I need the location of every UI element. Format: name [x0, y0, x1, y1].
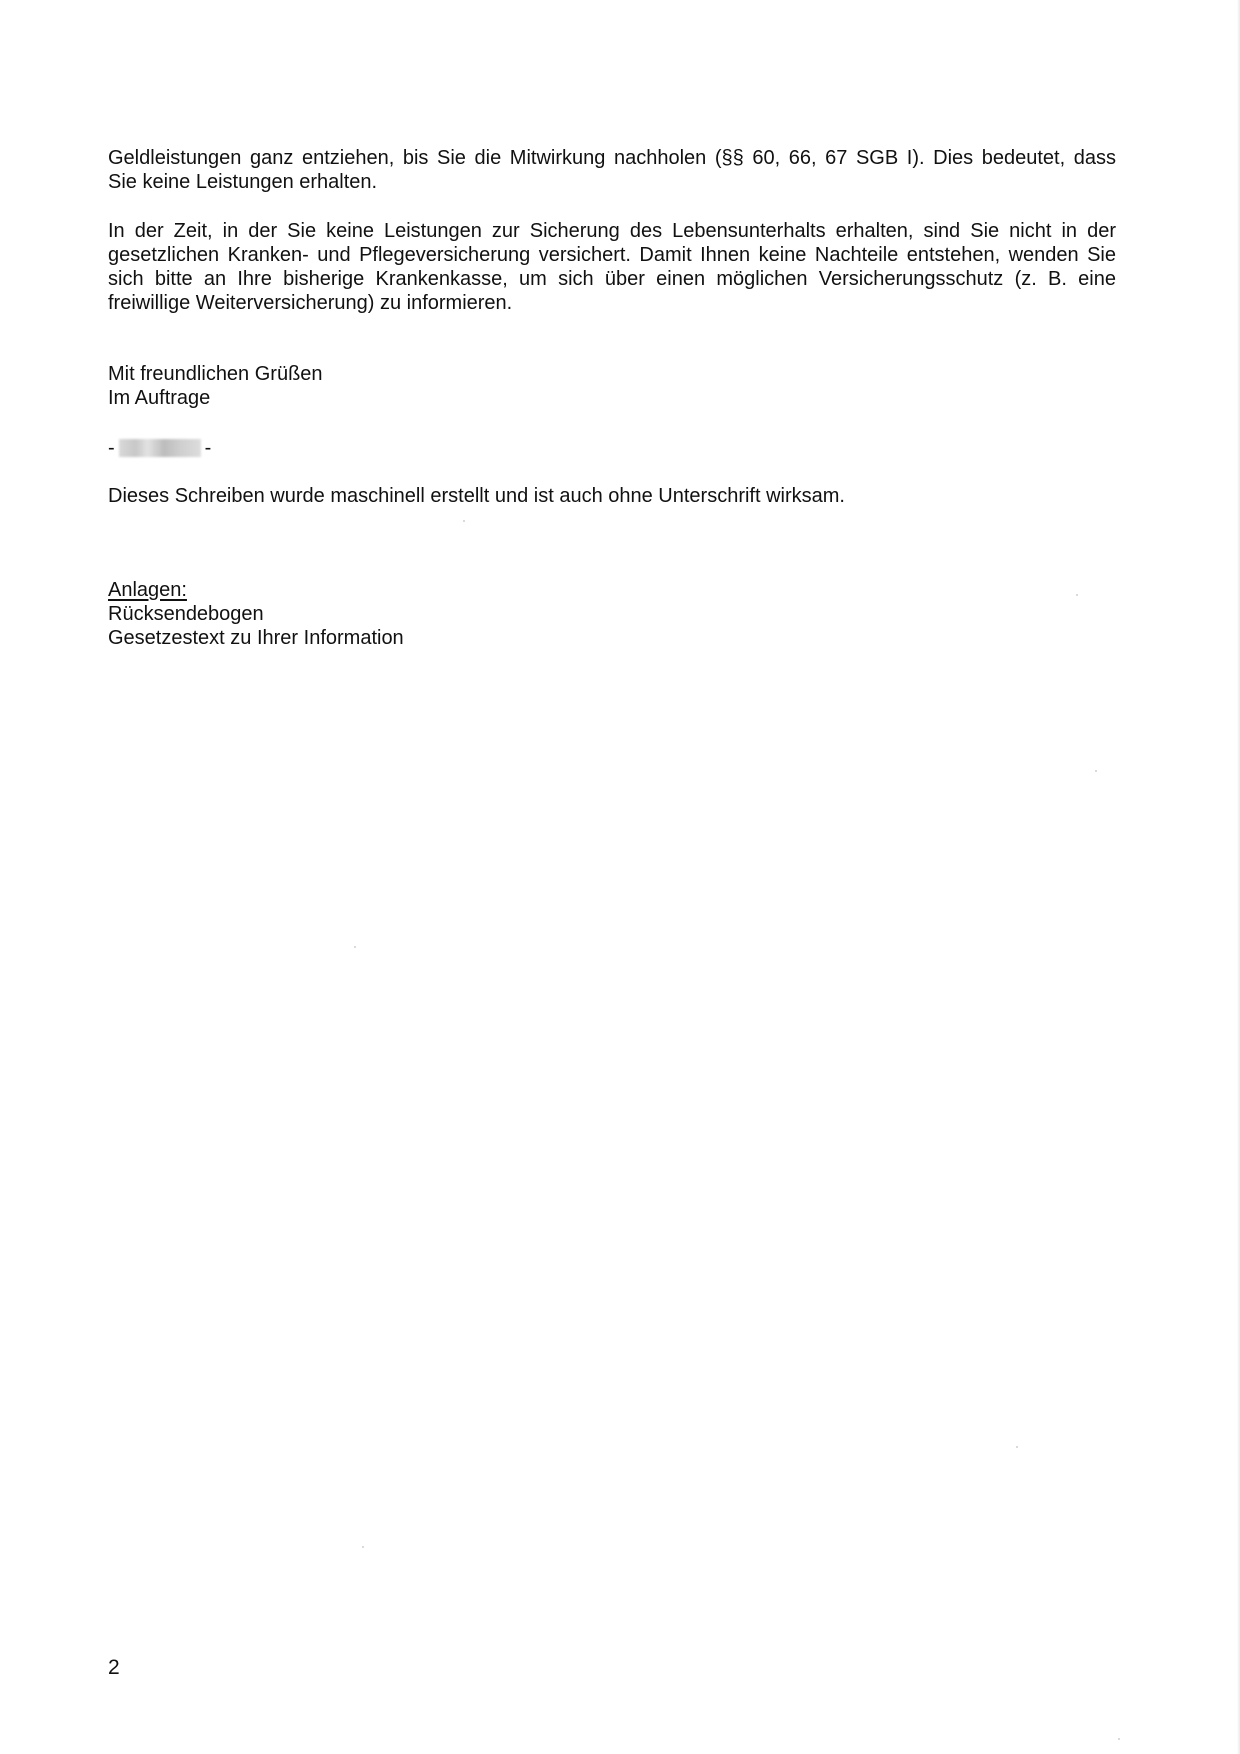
scan-speck: [362, 1546, 364, 1548]
scan-speck: [354, 946, 356, 948]
attachments-heading: Anlagen:: [108, 579, 187, 601]
scan-speck: [1016, 1446, 1018, 1448]
scan-speck: [463, 520, 465, 522]
scan-speck: [1076, 594, 1078, 596]
paragraph-line: freiwillige Weiterversicherung) zu informieren.: [108, 292, 513, 314]
attachments-block: [108, 578, 1116, 650]
paragraph-insurance-notice: [108, 219, 1116, 315]
signature-row: [108, 436, 1116, 460]
scan-speck: [1095, 770, 1097, 772]
paragraph-line: Geldleistungen ganz entziehen, bis Sie die Mitwirkung nachholen (§§ 60, 66, 67 SGB I). Dies bedeutet, dass: [108, 147, 1116, 169]
closing-greeting: Mit freundlichen Grüßen: [108, 363, 323, 385]
paragraph-line: sich bitte an Ihre bisherige Krankenkasse, um sich über einen möglichen Versicherungsschutz (z. B. eine: [108, 268, 1116, 290]
signature-prefix-dash: -: [108, 437, 115, 459]
paragraph-line: Sie keine Leistungen erhalten.: [108, 171, 378, 193]
paragraph-line: In der Zeit, in der Sie keine Leistungen zur Sicherung des Lebensunterhalts erhalten, sind Sie nicht in der: [108, 220, 1116, 242]
signature-suffix-dash: -: [204, 437, 212, 459]
note-text: Dieses Schreiben wurde maschinell erstellt und ist auch ohne Unterschrift wirksam.: [108, 485, 845, 507]
signature-line: [108, 436, 211, 460]
page-number: 2: [108, 1656, 120, 1679]
machine-generated-note: [108, 484, 1116, 508]
attachment-item: Rücksendebogen: [108, 603, 264, 625]
paragraph-withdrawal-notice: [108, 146, 1116, 194]
attachment-item: Gesetzestext zu Ihrer Information: [108, 627, 404, 649]
closing-on-behalf: Im Auftrage: [108, 387, 211, 409]
paragraph-line: gesetzlichen Kranken- und Pflegeversicherung versichert. Damit Ihnen keine Nachteile entstehen, wenden Sie: [108, 244, 1116, 266]
scan-speck: [1118, 1738, 1120, 1740]
redacted-name: [119, 439, 201, 457]
closing-block: [108, 362, 1116, 410]
